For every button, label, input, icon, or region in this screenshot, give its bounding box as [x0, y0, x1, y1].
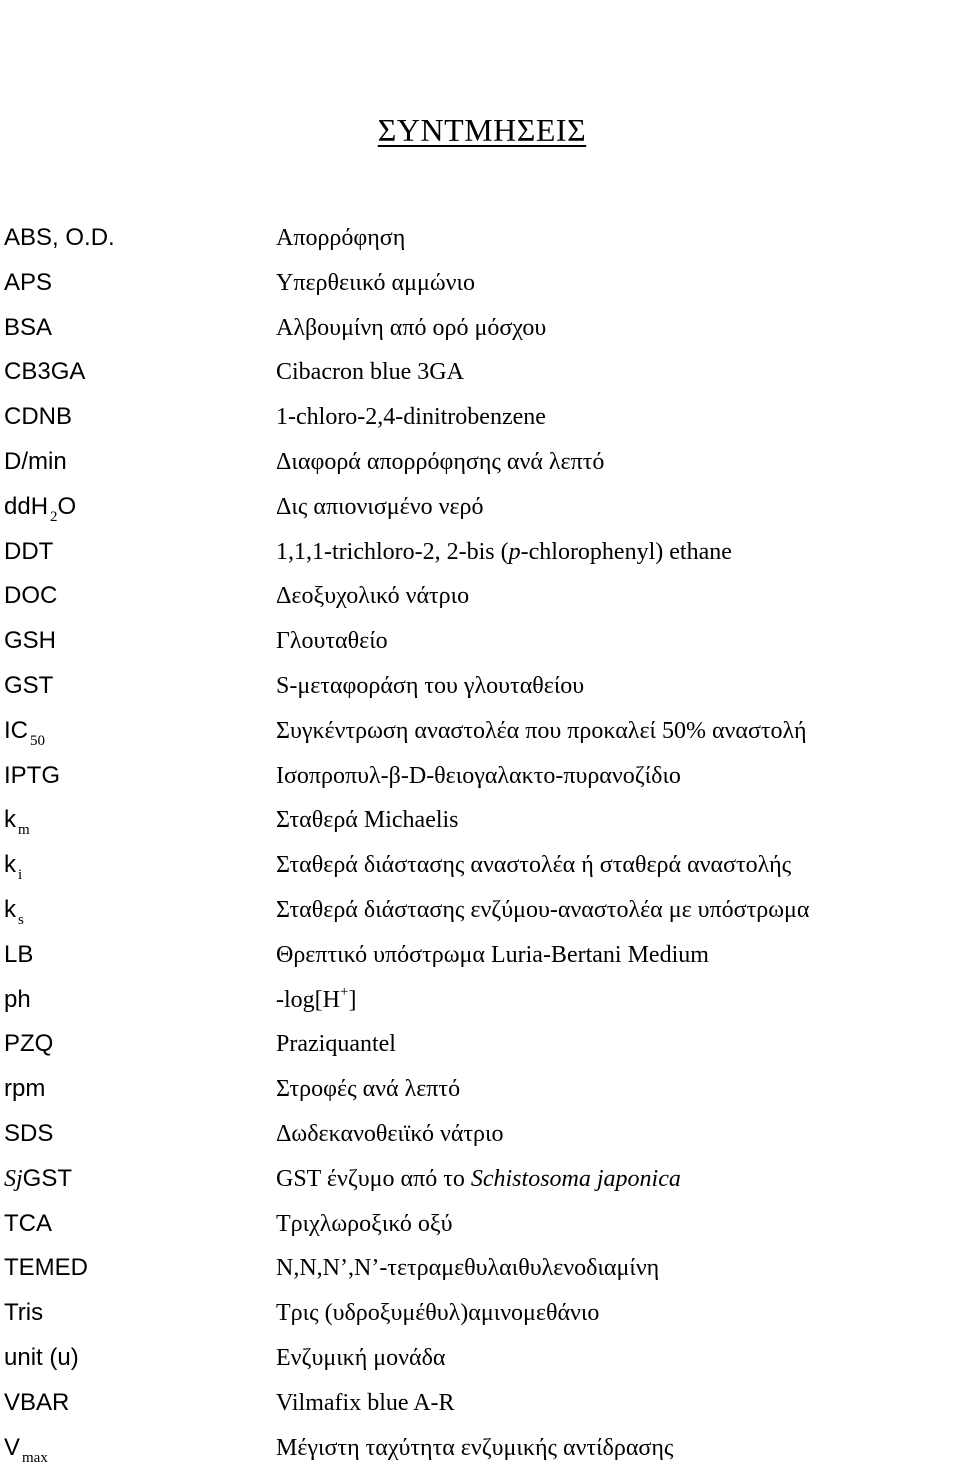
abbreviation: IPTG: [4, 761, 61, 789]
subscript: 50: [30, 732, 45, 749]
definition: Τρις (υδροξυμέθυλ)αμινομεθάνιο: [276, 1300, 600, 1327]
superscript: +: [339, 983, 349, 1000]
abbreviation: CB3GA: [4, 358, 86, 386]
abbreviation: LB: [4, 940, 34, 968]
abbreviation: VBAR: [4, 1388, 70, 1416]
list-item: [0, 888, 960, 933]
abbreviation-text: k: [4, 806, 16, 834]
abbreviations-list: [0, 216, 960, 1470]
list-item: [0, 1067, 960, 1112]
definition: Praziquantel: [276, 1031, 396, 1058]
abbreviation: PZQ: [4, 1030, 54, 1058]
definition: Vilmafix blue A-R: [276, 1389, 455, 1416]
definition: Ισοπροπυλ-β-D-θειογαλακτο-πυρανοζίδιο: [276, 762, 681, 789]
definition: Στροφές ανά λεπτό: [276, 1076, 461, 1103]
definition: Αλβουμίνη από ορό μόσχου: [276, 314, 547, 341]
list-item: [0, 395, 960, 440]
definition: [276, 530, 732, 575]
abbreviation-text: GST: [22, 1164, 73, 1192]
abbreviation: GST: [4, 671, 54, 699]
list-item: [0, 1202, 960, 1247]
list-item: [0, 1246, 960, 1291]
abbreviation: TCA: [4, 1209, 52, 1237]
definition-text: 1,1,1-trichloro-2, 2-bis (: [276, 538, 509, 565]
list-item: [0, 1381, 960, 1426]
definition: Δεοξυχολικό νάτριο: [276, 583, 470, 610]
list-item: [0, 1336, 960, 1381]
abbreviation: GSH: [4, 627, 57, 655]
abbreviation: BSA: [4, 313, 53, 341]
definition: Τριχλωροξικό οξύ: [276, 1210, 453, 1237]
list-item: [0, 261, 960, 306]
abbreviation: DDT: [4, 537, 54, 565]
definition: Ενζυμική μονάδα: [276, 1344, 446, 1371]
definition-text: ]: [348, 986, 357, 1013]
definition: S-μεταφοράση του γλουταθείου: [276, 672, 585, 699]
list-item: [0, 1426, 960, 1471]
list-item: [0, 1112, 960, 1157]
italic-text: Schistosoma japonica: [470, 1165, 681, 1192]
list-item: [0, 1022, 960, 1067]
abbreviation: CDNB: [4, 403, 73, 431]
abbreviation-text: O: [57, 492, 77, 520]
subscript: 2: [50, 508, 58, 525]
italic-text: Sj: [4, 1165, 23, 1192]
italic-text: p: [508, 538, 521, 565]
definition: Cibacron blue 3GA: [276, 359, 464, 386]
definition: Συγκέντρωση αναστολέα που προκαλεί 50% αναστολή: [276, 717, 807, 744]
definition: 1-chloro-2,4-dinitrobenzene: [276, 404, 546, 431]
definition: Σταθερά διάστασης ενζύμου-αναστολέα με υπόστρωμα: [276, 896, 810, 923]
definition: Διαφορά απορρόφησης ανά λεπτό: [276, 448, 605, 475]
subscript: m: [18, 822, 30, 839]
subscript: max: [22, 1449, 48, 1466]
abbreviation: [4, 709, 45, 757]
abbreviation: [4, 1157, 72, 1202]
list-item: [0, 619, 960, 664]
abbreviation: SDS: [4, 1119, 54, 1147]
list-item: [0, 843, 960, 888]
definition: Γλουταθείο: [276, 628, 388, 655]
abbreviation: Tris: [4, 1299, 44, 1327]
abbreviation-text: k: [4, 851, 16, 879]
list-item: [0, 664, 960, 709]
abbreviation: D/min: [4, 447, 67, 475]
abbreviation: rpm: [4, 1075, 46, 1103]
definition-text: -log[H: [276, 986, 340, 1013]
definition: Μέγιστη ταχύτητα ενζυμικής αντίδρασης: [276, 1434, 674, 1461]
abbreviation: ph: [4, 985, 31, 1013]
definition: Σταθερά Michaelis: [276, 807, 459, 834]
list-item: [0, 754, 960, 799]
abbreviation: [4, 1426, 48, 1473]
list-item: [0, 530, 960, 575]
definition: Απορρόφηση: [276, 225, 406, 251]
definition: Δις απιονισμένο νερό: [276, 493, 484, 520]
list-item: [0, 1157, 960, 1202]
list-item: [0, 798, 960, 843]
list-item: [0, 1291, 960, 1336]
abbreviation: [4, 843, 22, 891]
abbreviation-text: k: [4, 895, 16, 923]
definition: Σταθερά διάστασης αναστολέα ή σταθερά αναστολής: [276, 852, 792, 879]
definition: [276, 978, 356, 1026]
abbreviation: DOC: [4, 582, 58, 610]
definition: Θρεπτικό υπόστρωμα Luria-Bertani Medium: [276, 941, 709, 968]
definition: [276, 1157, 681, 1202]
abbreviation-text: IC: [4, 716, 28, 744]
abbreviation-text: V: [4, 1433, 21, 1461]
definition: Υπερθειικό αμμώνιο: [276, 269, 475, 296]
abbreviation: APS: [4, 268, 53, 296]
list-item: [0, 933, 960, 978]
definition-text: -chlorophenyl) ethane: [520, 538, 732, 565]
abbreviation: [4, 888, 24, 936]
abbreviation-text: ddH: [4, 492, 49, 520]
list-item: [0, 306, 960, 351]
list-item: [0, 485, 960, 530]
subscript: s: [18, 911, 24, 928]
list-item: [0, 978, 960, 1023]
abbreviation: [4, 485, 76, 533]
definition: Δωδεκανοθειϊκό νάτριο: [276, 1120, 504, 1147]
list-item: [0, 440, 960, 485]
page-title: ΣΥΝΤΜΗΣΕΙΣ: [377, 112, 587, 148]
list-item: [0, 216, 960, 261]
definition-text: GST ένζυμο από το: [276, 1165, 471, 1192]
abbreviation: ABS, O.D.: [4, 224, 115, 251]
abbreviation: [4, 798, 30, 846]
list-item: [0, 709, 960, 754]
list-item: [0, 574, 960, 619]
abbreviation: unit (u): [4, 1343, 79, 1371]
list-item: [0, 350, 960, 395]
abbreviation: TEMED: [4, 1254, 88, 1282]
subscript: i: [18, 867, 23, 884]
definition: N,N,N’,N’-τετραμεθυλαιθυλενοδιαμίνη: [276, 1255, 660, 1282]
